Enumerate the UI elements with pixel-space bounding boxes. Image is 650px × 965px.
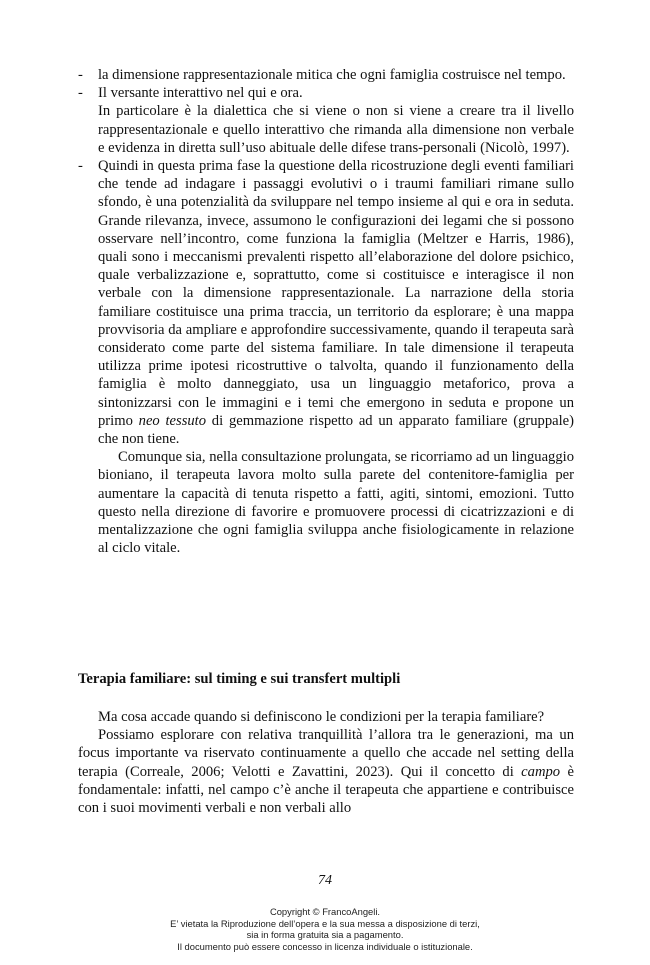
copyright-notice bbox=[0, 906, 650, 952]
text-run: Quindi in questa prima fase la questione della ricostruzione degli eventi familiari che tende ad indagare i passaggi evolutivi o i traumi familiari rimane sullo sfondo, è una potenzialità da sviluppare nel tempo insieme al qui e ora in seduta. Grande rilevanza, invece, assumono le configurazioni dei legami che si possono osservare nell’incontro, come funziona la famiglia (Meltzer e Harris, 1986), quali sono i meccanismi prevalenti rispetto all’elaborazione del dolore psichico, quale verbalizzazione e, soprattutto, come si costituisce e interagisce il non verbale con la dimensione rappresentazionale. La narrazione della storia familiare costituisce una prima traccia, un territorio da esplorare; è una mappa provvisoria da ampliare e approfondire successivamente, quando il terapeuta sarà considerato come parte del sistema familiare. In tale dimensione il terapeuta utilizza prime ipotesi ricostruttive o talvolta, quando il funzionamento della famiglia è molto danneggiato, usa un linguaggio metaforico, prova a sintonizzarsi con le immagini e i temi che emergono in seduta e propone un primo bbox=[98, 158, 574, 429]
bullet-dash: - bbox=[78, 67, 83, 83]
paragraph bbox=[78, 726, 574, 817]
bullet-text bbox=[98, 157, 574, 448]
copyright-line: E’ vietata la Riproduzione dell’opera e la sua messa a disposizione di terzi, bbox=[170, 917, 480, 929]
section-body bbox=[78, 708, 574, 817]
page-number: 74 bbox=[318, 873, 332, 888]
paragraph: Ma cosa accade quando si definiscono le condizioni per la terapia familiare? bbox=[98, 709, 545, 725]
bullet-continuation: Comunque sia, nella consultazione prolungata, se ricorriamo ad un linguaggio bioniano, il terapeuta lavora molto sulla parete del contenitore-famiglia per aumentare la capacità di tenuta rispetto a fatti, agiti, sintomi, emozioni. Tutto questo nella direzione di favorire e promuovere processi di cicatrizzazioni e di mentalizzazione che ogni famiglia sviluppa anche fisiologicamente in relazione al ciclo vitale. bbox=[98, 449, 574, 557]
copyright-line: Il documento può essere concesso in licenza individuale o istituzionale. bbox=[177, 940, 473, 952]
text-run: di gemmazione rispetto ad un apparato familiare (gruppale) che non tiene. bbox=[98, 412, 574, 448]
italic-term: neo tessuto bbox=[138, 412, 207, 429]
bullet-text: In particolare è la dialettica che si viene o non si viene a creare tra il livello rappresentazionale e quello interattivo che rimanda alla dimensione non verbale e evidenza in diretta sull’uso abituale delle difese trans-personali (Nicolò, 1997). bbox=[98, 103, 574, 156]
italic-term: campo bbox=[521, 763, 561, 780]
bullet-item bbox=[78, 157, 574, 557]
text-run: è fondamentale: infatti, nel campo c’è anche il terapeuta che appartiene e contribuisce con i suoi movimenti verbali e non verbali allo bbox=[78, 763, 574, 817]
bullet-item bbox=[78, 84, 574, 157]
section-heading: Terapia familiare: sul timing e sui transfert multipli bbox=[78, 671, 401, 687]
copyright-line: sia in forma gratuita sia a pagamento. bbox=[246, 929, 404, 941]
bullet-text: la dimensione rappresentazionale mitica che ogni famiglia costruisce nel tempo. bbox=[98, 67, 566, 83]
bullet-item bbox=[78, 66, 574, 84]
bullet-dash: - bbox=[78, 158, 83, 175]
bullet-list bbox=[78, 66, 574, 557]
bullet-text: Il versante interattivo nel qui e ora. bbox=[98, 85, 303, 102]
bullet-dash: - bbox=[78, 85, 83, 102]
copyright-line: Copyright © FrancoAngeli. bbox=[269, 906, 381, 917]
text-run: Possiamo esplorare con relativa tranquillità l’allora tra le generazioni, ma un focus importante va riservato continuamente a quello che accade nel setting della terapia (Correale, 2006; Velotti e Zavattini, 2023). Qui il concetto di bbox=[78, 727, 574, 780]
